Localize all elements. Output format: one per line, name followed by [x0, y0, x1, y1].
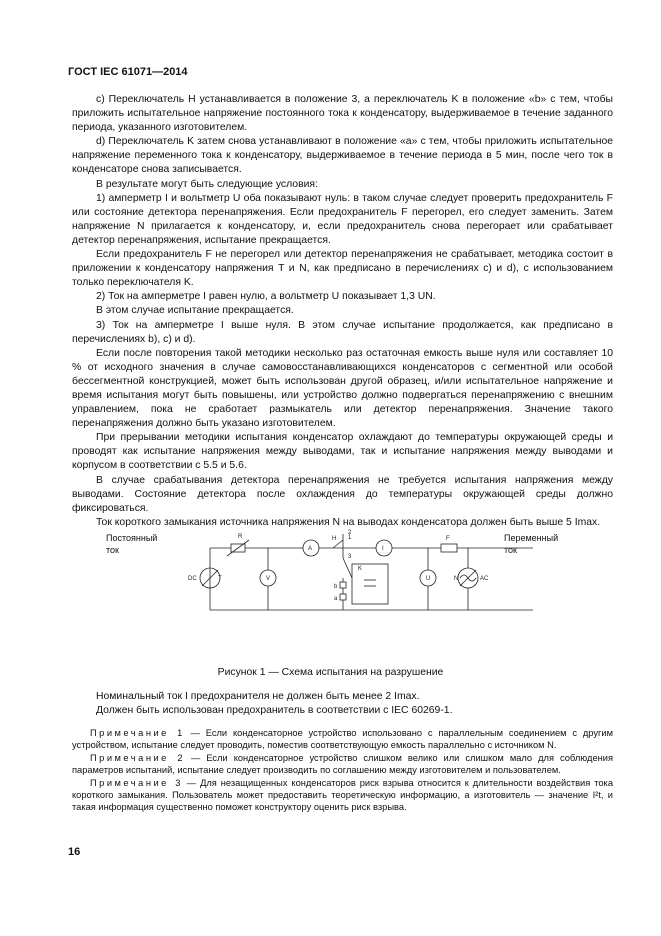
figure-caption: Рисунок 1 — Схема испытания на разрушение — [217, 667, 444, 678]
label-f: F — [446, 536, 450, 542]
label-h: H — [332, 536, 337, 542]
label-a: A — [308, 546, 313, 552]
paragraph: 3) Ток на амперметре I выше нуля. В этом случае испытание продолжается, как предписано в перечислениях b), c) и d). — [72, 319, 613, 345]
paragraph: 1) амперметр I и вольтметр U оба показывают нуль: в таком случае следует проверить предохранитель F или состояние детектора перенапряжения. Если предохранитель F перегорел, его следует заменить. Затем напряжение N прилагается к конденсатору, и, если предохранитель снова перегорает или срабатывает детектор перенапряжения, испытание прекращается. — [72, 192, 613, 246]
label-dc: DC — [188, 576, 197, 582]
body-text — [72, 93, 613, 530]
fuse-requirements — [96, 690, 452, 718]
ac-label: Переменный ток — [504, 533, 559, 555]
paragraph: 2) Ток на амперметре I равен нулю, а вольтметр U показывает 1,3 UN. — [96, 291, 436, 303]
note-text: — Если конденсаторное устройство слишком велико или слишком мало для соблюдения параметров испытаний, испытание следует производить по соглашению между изготовителем и пользователем. — [72, 752, 613, 776]
label-n: N — [454, 576, 459, 582]
note-label: Примечание 2 — [90, 752, 185, 763]
paragraph: Если предохранитель F не перегорел или детектор перенапряжения не срабатывает, методика состоит в приложении к конденсатору напряжения T и N, как предписано в перечислениях с) и d), с использованием только переключателя K. — [72, 249, 613, 289]
paragraph: При прерывании методики испытания конденсатор охлаждают до температуры окружающей среды и проводят как испытание напряжения между выводами, так и испытание напряжения между выводами и корпусом в соответствии с 5.5 и 5.6. — [72, 432, 613, 472]
label-k: K — [358, 566, 363, 572]
label-t: T — [218, 576, 222, 582]
switch-k-blade — [343, 558, 352, 578]
label-u: U — [426, 576, 431, 582]
switch-k-contact-b — [340, 582, 346, 588]
note-label: Примечание 1 — [90, 728, 185, 738]
note-2 — [72, 752, 613, 777]
label-h2: 2 — [348, 530, 352, 536]
current-meter-symbol — [376, 540, 392, 556]
label-h3: 3 — [348, 554, 352, 560]
label-contact-b: b — [334, 584, 338, 590]
paragraph: В результате могут быть следующие условия: — [96, 178, 318, 190]
circuit-diagram — [88, 528, 588, 648]
paragraph: d) Переключатель K затем снова устанавливают в положение «а» с тем, чтобы приложить испытательное напряжение переменного тока к конденсатору, выдерживаемое в течение периода в 5 мин, после чего ток в конденсаторе снова записывается. — [72, 136, 613, 176]
circuit-figure — [88, 528, 588, 648]
label-i: I — [382, 546, 384, 552]
label-ac: AC — [480, 576, 489, 582]
requirement-line: Должен быть использован предохранитель в соответствии с IEC 60269-1. — [96, 705, 453, 716]
paragraph: c) Переключатель H устанавливается в положение 3, а переключатель K в положение «b» с тем, чтобы приложить испытательное напряжение постоянного тока к конденсатору, выдерживаемое в течение заданного периода, указанного изготовителем. — [72, 94, 613, 134]
label-contact-a: a — [334, 596, 338, 602]
paragraph: В этом случае испытание прекращается. — [96, 305, 294, 317]
paragraph: Если после повторения такой методики несколько раз остаточная емкость выше нуля или составляет 10 % от исходного значения в случае самовосстанавливающихся конденсаторов с сегментной или особой бессегментной конструкцией, может быть использован другой образец, и/или испытательное напряжение и время испытания могут быть повышены, или устройство должно подвергаться перенапряжению с внешним управлением, пока не сработает размыкатель или детектор перенапряжения. Значение такого перенапряжения должно быть указано изготовителем. — [72, 347, 613, 430]
paragraph: Ток короткого замыкания источника напряжения N на выводах конденсатора должен быть выше 5 Imax. — [96, 516, 601, 528]
note-label: Примечание 3 — [90, 777, 183, 788]
paragraph: В случае срабатывания детектора перенапряжения не требуется испытания напряжения между выводами. Состояние детектора после охлаждения до температуры окружающей среды должно фиксироваться. — [72, 474, 613, 514]
document-header: ГОСТ IEC 61071—2014 — [68, 66, 188, 78]
page-number: 16 — [68, 846, 81, 858]
note-text: — Для незащищенных конденсаторов риск взрыва относится к длительности воздействия тока короткого замыкания. Пользователь может предоставить теоретическую информацию, а изготовитель — значение I²t, и такая информация существенно поможет конструктору оценить риск взрыва. — [72, 777, 613, 813]
label-h1: 1 — [348, 535, 352, 541]
switch-k-contact-a — [340, 594, 346, 600]
note-3 — [72, 777, 613, 814]
label-r: R — [238, 534, 243, 540]
label-v: V — [266, 576, 271, 582]
fuse-symbol — [441, 544, 457, 552]
note-1 — [72, 727, 613, 752]
note-text: — Если конденсаторное устройство использовано с параллельным соединением с другим устройством, испытание следует проводить, поместив соответствующую емкость параллельно с источником N. — [72, 728, 613, 751]
requirement-line: Номинальный ток I предохранителя не должен быть менее 2 Imax. — [96, 691, 420, 702]
notes-block — [72, 727, 613, 814]
dc-label: Постоянный ток — [106, 533, 158, 555]
